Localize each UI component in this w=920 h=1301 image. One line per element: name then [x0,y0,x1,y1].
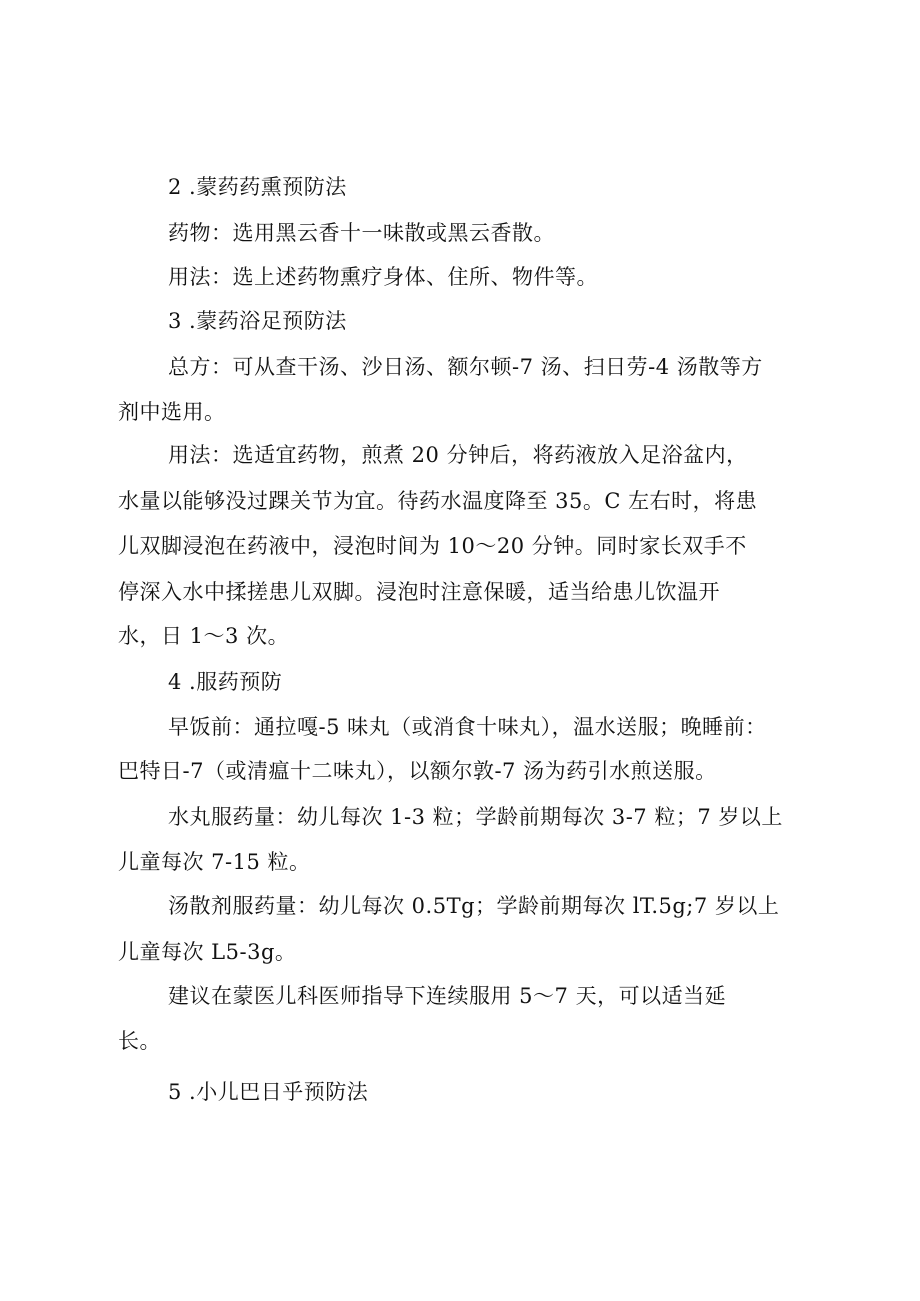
section-4-advice-line: 建议在蒙医儿科医师指导下连续服用 5～7 天，可以适当延 [168,984,727,1008]
section-4-dosing-line: 早饭前：通拉嘎-5 味丸（或消食十味丸），温水送服；晚睡前： [168,715,767,739]
section-3-heading: 3 .蒙药浴足预防法 [168,309,347,333]
section-2-usage: 用法：选上述药物熏疗身体、住所、物件等。 [168,265,598,289]
section-3-usage-line: 停深入水中揉搓患儿双脚。浸泡时注意保暖，适当给患儿饮温开 [118,580,720,604]
section-3-usage-line: 儿双脚浸泡在药液中，浸泡时间为 10～20 分钟。同时家长双手不 [118,534,747,558]
section-3-usage-line: 用法：选适宜药物，煎煮 20 分钟后，将药液放入足浴盆内， [168,443,748,467]
section-4-powder-dosage-line: 儿童每次 L5-3g。 [118,940,297,964]
section-4-advice-line: 长。 [118,1029,161,1053]
section-4-powder-dosage-line: 汤散剂服药量：幼儿每次 0.5Tg；学龄前期每次 lT.5g;7 岁以上 [168,894,780,918]
section-5-heading: 5 .小儿巴日乎预防法 [168,1080,369,1104]
section-4-dosing-line: 巴特日-7（或清瘟十二味丸），以额尔敦-7 汤为药引水煎送服。 [118,759,717,783]
section-3-usage-line: 水，日 1～3 次。 [118,624,290,648]
section-3-usage-line: 水量以能够没过踝关节为宜。待药水温度降至 35。C 左右时，将患 [118,489,758,513]
section-4-pill-dosage-line: 水丸服药量：幼儿每次 1-3 粒；学龄前期每次 3-7 粒；7 岁以上 [168,805,783,829]
section-4-pill-dosage-line: 儿童每次 7-15 粒。 [118,850,311,874]
section-3-formula-line: 剂中选用。 [118,400,226,424]
section-2-heading: 2 .蒙药药熏预防法 [168,175,347,199]
section-3-formula-line: 总方：可从查干汤、沙日汤、额尔顿-7 汤、扫日劳-4 汤散等方 [168,355,763,379]
section-4-heading: 4 .服药预防 [168,670,283,694]
section-2-medicine: 药物：选用黑云香十一味散或黑云香散。 [168,221,555,245]
